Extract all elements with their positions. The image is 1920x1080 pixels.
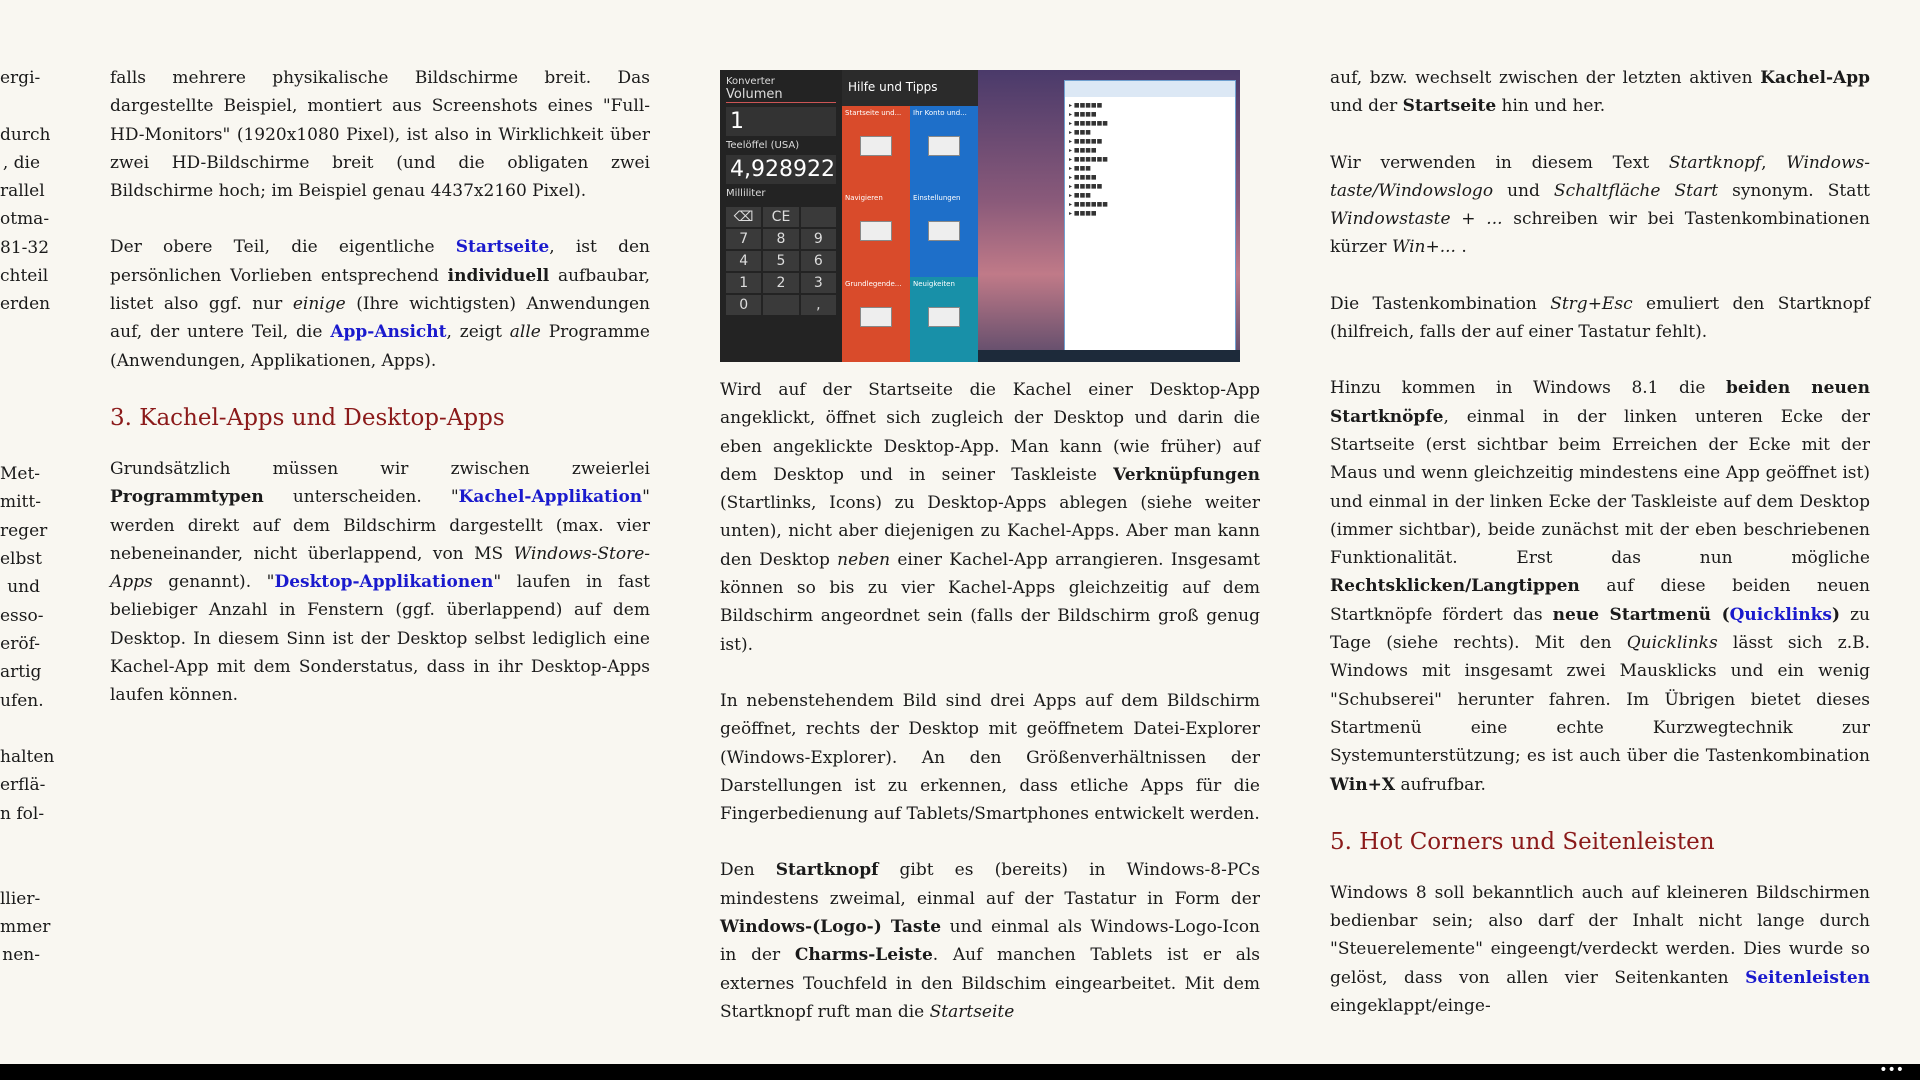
clipped-line: erden: [0, 294, 51, 315]
text: auf, bzw. wechselt zwischen der letzten aktiven: [1330, 68, 1761, 88]
text-column-1: [110, 64, 650, 738]
calc-key: ⌫: [726, 207, 761, 227]
clipped-line: , die: [2, 152, 40, 173]
paragraph: [110, 233, 650, 374]
text: aufrufbar.: [1395, 774, 1486, 795]
calc-mode: Konverter: [726, 76, 775, 87]
tips-tile: Ihr Konto und...: [910, 106, 978, 191]
calc-unit2: Milliliter: [726, 188, 766, 199]
bold-text: beiden neuen Startknöpfe: [1330, 378, 1870, 427]
calc-key: 8: [763, 229, 798, 249]
bottom-app-bar: [0, 1064, 1920, 1080]
link-app-ansicht[interactable]: App-Ansicht: [330, 322, 447, 343]
text: Die Tastenkombination: [1330, 293, 1551, 314]
text: Grundsätzlich müssen wir zwischen zweierlei: [110, 458, 650, 479]
text: und einmal als Windows-Logo-Icon in der: [720, 917, 1260, 966]
taskbar: [978, 350, 1240, 362]
calc-type: Volumen: [726, 87, 836, 103]
text: , ist den persönlichen Vorlieben entsprechend: [110, 237, 650, 286]
clipped-line: eröf-: [0, 633, 40, 654]
text: Wird auf der Startseite die Kachel einer Desktop-App angeklickt, öffnet sich zugleich der Desktop und darin die eben angeklickte Desktop-App. Man kann (wie früher) auf dem Desktop und in seiner Taskleiste: [720, 380, 1260, 485]
clipped-line: ergi-: [0, 68, 41, 88]
italic-text: Strg+Esc: [1550, 293, 1633, 314]
clipped-line: elbst: [0, 549, 42, 570]
link-seitenleisten[interactable]: Seitenleisten: [1745, 967, 1870, 988]
bold-text: ): [1832, 604, 1841, 625]
calc-key: [801, 207, 836, 227]
clipped-line: [0, 856, 40, 884]
clipped-line: halten: [0, 747, 55, 768]
text-column-3: [1330, 64, 1870, 1048]
italic-text: Quicklinks: [1626, 633, 1718, 654]
clipped-line: durch: [0, 124, 51, 145]
text: unterscheiden. ": [263, 487, 459, 508]
desktop-area: [978, 70, 1240, 362]
paragraph: [1330, 879, 1870, 1020]
italic-text: Windowstaste + ...: [1330, 209, 1503, 230]
bold-text: Programmtypen: [110, 487, 264, 508]
text: In nebenstehendem Bild sind drei Apps auf dem Bildschirm geöffnet, rechts der Desktop mit geöffnetem Datei-Explorer (Windows-Explorer). An den Größenverhältnissen der Darstellungen ist zu erkennen, dass etliche Apps für die Fingerbedienung auf Tablets/Smartphones entwickelt werden.: [720, 690, 1260, 825]
clipped-line: ufen.: [0, 690, 44, 711]
clipped-line: otma-: [0, 209, 50, 230]
left-clipped-column: [0, 64, 55, 970]
text: hin und her.: [1496, 96, 1606, 117]
clipped-line: mitt-: [0, 492, 41, 513]
tips-tile: Neuigkeiten: [910, 277, 978, 362]
paragraph: [720, 687, 1260, 828]
paragraph: [1330, 290, 1870, 347]
text: , zeigt: [446, 322, 510, 343]
clipped-line: esso-: [0, 605, 44, 626]
bold-text: individuell: [447, 265, 550, 286]
tips-tile: Navigieren: [842, 191, 910, 276]
text: zu Tage (siehe rechts). Mit den: [1330, 604, 1870, 654]
bold-text: Charms-Leiste: [794, 945, 933, 966]
bold-text: Startknopf: [775, 860, 879, 881]
bold-text: Kachel-App: [1760, 68, 1870, 88]
text: lässt sich z.B. Windows mit insgesamt zwei Mausklicks und ein wenig "Schubserei" herunter fahren. Im Übrigen bietet dieses Startmenü eine echte Kurzwegtechnik zur Systemunterstützung; es ist auch über die Tastenkombination: [1330, 633, 1870, 767]
text: " werden direkt auf dem Bildschirm dargestellt (max. vier nebeneinander, nicht überlappend, von MS: [110, 487, 650, 564]
clipped-line: n fol-: [0, 803, 45, 824]
paragraph: [1330, 374, 1870, 798]
link-quicklinks[interactable]: Quicklinks: [1729, 604, 1833, 625]
explorer-titlebar: [1065, 81, 1235, 97]
clipped-line: chteil: [0, 266, 49, 287]
bold-text: Windows-(Logo-) Taste: [720, 917, 942, 938]
paragraph: [1330, 149, 1870, 262]
text-column-2: [720, 376, 1260, 1054]
section-heading-3: 3. Kachel-Apps und Desktop-Apps: [110, 404, 505, 431]
italic-text: Schaltfläche Start: [1553, 180, 1719, 201]
text: Der obere Teil, die eigentliche: [110, 237, 456, 258]
calc-input: 1: [726, 107, 836, 136]
bold-text: Win+X: [1330, 774, 1396, 795]
text: und der: [1330, 96, 1403, 117]
clipped-line: rallel: [0, 181, 45, 202]
text: (Ihre wichtigsten) Anwendungen auf, der untere Teil, die: [110, 294, 650, 343]
text: schreiben wir bei Tastenkombinationen kürzer: [1330, 209, 1870, 258]
text: , einmal in der linken unteren Ecke der Startseite (erst sichtbar beim Erreichen der Ecke mit der Maus und wenn gleichzeitig mindestens eine App geöffnet ist) und einmal in der linken Ecke der Taskleiste auf dem Desktop (immer sichtbar), beide zunächst mit der eben beschriebenen Funktionalität. Erst das nun mögliche: [1330, 406, 1870, 569]
link-startseite[interactable]: Startseite: [455, 237, 550, 258]
windows-screenshot-image: [720, 70, 1240, 362]
calc-key: 1: [726, 273, 761, 293]
italic-text: einige: [292, 294, 346, 315]
italic-text: Windows-taste/Windowslogo: [1330, 152, 1870, 201]
calc-key: 4: [726, 251, 761, 271]
clipped-line: [0, 319, 40, 347]
text: emuliert den Startknopf (hilfreich, falls der auf einer Tastatur fehlt).: [1330, 293, 1870, 343]
tips-tile: Einstellungen: [910, 191, 978, 276]
text: gibt es (bereits) in Windows-8-PCs mindestens zweimal, einmal auf der Tastatur in Form der: [720, 860, 1260, 909]
bold-text: Rechtsklicken/Langtippen: [1330, 576, 1580, 597]
clipped-line: erflä-: [0, 775, 46, 796]
text: .: [1455, 237, 1467, 258]
text: auf diese beiden neuen Startknöpfe fördert das: [1330, 576, 1870, 625]
tips-tile: Startseite und...: [842, 106, 910, 191]
clipped-line: [0, 828, 40, 856]
clipped-line: [0, 432, 40, 460]
calc-key: [763, 295, 798, 315]
clipped-line: llier-: [0, 888, 41, 909]
text: einer Kachel-App arrangieren. Insgesamt können so bis zu vier Kachel-Apps gleichzeitig auf dem Bildschirm angeordnet sein (falls der Bildschirm groß genug ist).: [720, 549, 1260, 655]
italic-text: neben: [837, 549, 891, 570]
italic-text: Win+...: [1391, 237, 1456, 258]
italic-text: alle: [509, 322, 541, 343]
clipped-line: [0, 375, 40, 403]
bold-text: Verknüpfungen: [1113, 464, 1260, 485]
calc-key: 2: [763, 273, 798, 293]
text: und: [1493, 180, 1554, 201]
tips-title: Hilfe und Tipps: [848, 80, 938, 94]
text: (Startlinks, Icons) zu Desktop-Apps ablegen (siehe weiter unten), nicht aber diejenigen zu Kachel-Apps. Aber man kann den Desktop: [720, 493, 1260, 570]
more-options-icon[interactable]: •••: [1879, 1062, 1904, 1078]
paragraph: [110, 455, 650, 710]
paragraph: [720, 856, 1260, 1026]
text: " laufen in fast beliebiger Anzahl in Fenstern (ggf. überlappend) auf dem Desktop. In diesem Sinn ist der Desktop selbst lediglich eine Kachel-App mit dem Sonderstatus, dass in ihr Desktop-Apps laufen können.: [110, 572, 650, 706]
text: Windows 8 soll bekanntlich auch auf kleineren Bildschirmen bedienbar sein; also darf der Inhalt nicht lange durch "Steuerelemente" eingeengt/verdeckt werden. Dies wurde so gelöst, dass von allen vier Seitenkanten: [1330, 882, 1870, 988]
clipped-line: nen-: [2, 945, 40, 966]
calc-result: 4,928922: [726, 155, 836, 184]
paragraph: [1330, 64, 1870, 121]
clipped-line: mmer: [0, 916, 51, 937]
file-explorer-window: [1064, 80, 1236, 352]
calc-keypad: [726, 207, 836, 315]
paragraph: [110, 64, 650, 205]
calculator-app: [720, 70, 842, 362]
text: genannt). ": [152, 572, 275, 593]
italic-text: Windows-Store-Apps: [110, 543, 650, 593]
text: Wir verwenden in diesem Text: [1330, 152, 1669, 173]
paragraph: [720, 376, 1260, 659]
tips-tile: Grundlegende...: [842, 277, 910, 362]
explorer-tree: ▸ ■■■■■ ▸ ■■■■ ▸ ■■■■■■ ▸ ■■■ ▸ ■■■■■ ▸ ■■■■ ▸ ■■■■■■ ▸ ■■■ ▸ ■■■■ ▸ ■■■■■ ▸ ■■■ ▸ ■■■■■■ ▸ ■■■■: [1069, 102, 1108, 217]
calc-key: CE: [763, 207, 798, 227]
text: Hinzu kommen in Windows 8.1 die: [1330, 378, 1726, 399]
clipped-line: und: [7, 577, 40, 598]
bold-text: Startseite: [1402, 96, 1497, 117]
clipped-line: 81-32: [0, 237, 50, 258]
link-desktop-applikationen[interactable]: Desktop-Applikationen: [274, 572, 494, 593]
calc-key: 7: [726, 229, 761, 249]
clipped-line: reger: [0, 520, 48, 541]
text: synonym. Statt: [1718, 180, 1871, 201]
text: Den: [720, 860, 776, 881]
text: eingeklappt/einge-: [1330, 996, 1491, 1017]
italic-text: Startseite: [929, 1001, 1015, 1022]
calc-unit1: Teelöffel (USA): [726, 140, 800, 151]
link-kachel-applikation[interactable]: Kachel-Applikation: [458, 487, 643, 508]
clipped-line: artig: [0, 662, 42, 683]
calc-key: 5: [763, 251, 798, 271]
bold-text: neue Startmenü (: [1552, 604, 1730, 625]
calc-key: 0: [726, 295, 761, 315]
text: aufbaubar, listet also ggf. nur: [110, 265, 650, 315]
italic-text: Startknopf: [1668, 152, 1762, 173]
clipped-line: Met-: [0, 464, 41, 485]
calc-key: 3: [801, 273, 836, 293]
text: ,: [1761, 152, 1787, 173]
clipped-line: [0, 715, 40, 743]
clipped-line: [0, 404, 40, 432]
text: . Auf manchen Tablets ist er als externes Touchfeld in den Bildschim eingearbeitet. Mit dem Startknopf ruft man die: [720, 945, 1260, 1022]
clipped-line: [0, 92, 40, 120]
text: Programme (Anwendungen, Applikationen, Apps).: [110, 322, 650, 371]
section-heading-5: 5. Hot Corners und Seitenleisten: [1330, 828, 1715, 855]
text: falls mehrere physikalische Bildschirme breit. Das dargestellte Beispiel, montiert aus Screenshots eines "Full-HD-Monitors" (1920x1080 Pixel), ist also in Wirklichkeit über zwei HD-Bildschirme breit (und die obligaten zwei Bildschirme hoch; im Beispiel genau 4437x2160 Pixel).: [110, 68, 650, 202]
calc-key: 9: [801, 229, 836, 249]
calc-key: 6: [801, 251, 836, 271]
clipped-line: [0, 347, 40, 375]
help-tips-app: [842, 70, 978, 362]
calc-key: ,: [801, 295, 836, 315]
